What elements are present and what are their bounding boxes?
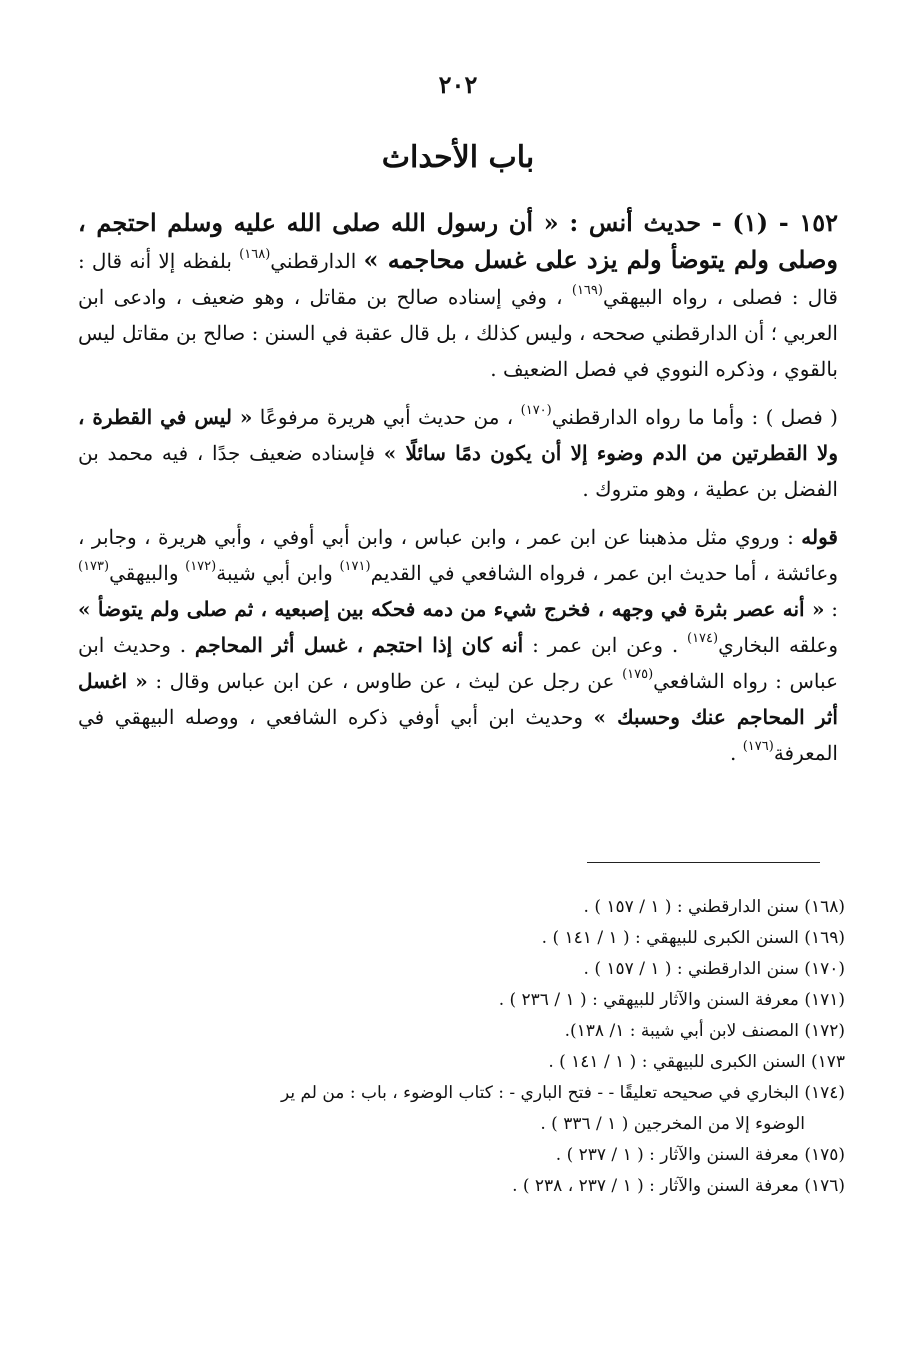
- footnote-ref[interactable]: (١٧٠): [520, 403, 552, 418]
- text-run: الدارقطني: [270, 249, 364, 273]
- paragraph-hadith-152: [78, 205, 838, 387]
- text-run: بلفظه إلا أنه قال : قال : فصلى ، رواه البيهقي: [78, 249, 838, 309]
- footnote-ref[interactable]: (١٧٦): [742, 739, 774, 754]
- text-run: ، من حديث أبي هريرة مرفوعًا: [252, 405, 521, 429]
- footnote-ref[interactable]: (١٧٢): [185, 559, 217, 574]
- quoted-hadith: أنه كان إذا احتجم ، غسل أثر المحاجم: [194, 633, 524, 657]
- paragraph-qawluhu: [78, 519, 838, 771]
- footnote-item: (١٦٩) السنن الكبرى للبيهقي : ( ١ / ١٤١ ) .: [541, 928, 845, 948]
- text-run: : وروي مثل مذهبنا عن ابن عمر ، وابن عباس ، وابن أبي أوفي ، وأبي هريرة ، وجابر ، وعائشة ، أما حديث ابن عمر ، فرواه الشافعي في القديم: [78, 525, 838, 585]
- text-run: عن رجل عن ليث ، عن طاوس ، عن ابن عباس وقال :: [147, 669, 623, 693]
- text-run: :: [824, 597, 838, 621]
- text-run: ( فصل ) : وأما ما رواه الدارقطني: [551, 405, 838, 429]
- footnote-continuation-text: الوضوء إلا من المخرجين ( ١ / ٣٣٦ ) .: [540, 1114, 805, 1134]
- text-run: ، وفي إسناده صالح بن مقاتل ، وهو ضعيف ، وادعى ابن العربي ؛ أن الدارقطني صححه ، وليس كذلك ، بل قال عقبة في السنن : صالح بن مقاتل ليس بالقوي ، وذكره النووي في فصل الضعيف .: [78, 285, 838, 381]
- page-number: ٢٠٢: [438, 70, 478, 99]
- text-run: وحديث ابن أبي أوفي ذكره الشافعي ، ووصله البيهقي في المعرفة: [78, 705, 838, 765]
- text-run: والبيهقي: [109, 561, 186, 585]
- footnote-divider: [587, 862, 820, 863]
- footnote-ref[interactable]: (١٧٥): [622, 667, 654, 682]
- quoted-hadith: « ليس في القطرة ، ولا القطرتين من الدم وضوء إلا أن يكون دمًا سائلًا »: [78, 405, 838, 465]
- footnote-item: (١٧٦) معرفة السنن والآثار : ( ١ / ٢٣٧ ، ٢٣٨ ) .: [512, 1176, 845, 1196]
- text-run: . وحديث ابن عباس : رواه الشافعي: [78, 633, 838, 693]
- hadith-heading: ١٥٢ - (١) - حديث أنس : « أن رسول الله صلى الله عليه وسلم احتجم ، وصلى ولم يتوضأ ولم يزد على غسل محاجمه »: [78, 208, 839, 274]
- footnote-item: ١٧٣) السنن الكبرى للبيهقي : ( ١ / ١٤١ ) .: [548, 1052, 845, 1072]
- footnotes: [70, 892, 845, 1202]
- footnote-item: (١٧١) معرفة السنن والآثار للبيهقي : ( ١ / ٢٣٦ ) .: [498, 990, 845, 1010]
- text-run: . وعن ابن عمر :: [523, 633, 687, 657]
- text-run: وعلقه البخاري: [718, 633, 838, 657]
- text-run: وابن أبي شيبة: [216, 561, 340, 585]
- quoted-hadith: « اغسل أثر المحاجم عنك وحسبك »: [78, 669, 838, 729]
- chapter-title: باب الأحداث: [381, 140, 535, 175]
- footnote-ref[interactable]: (١٦٨): [239, 247, 271, 262]
- footnote-ref[interactable]: (١٦٩): [571, 283, 603, 298]
- footnote-item: (١٧٢) المصنف لابن أبي شيبة : ١/ ١٣٨).: [564, 1021, 845, 1041]
- paragraph-fasl: [78, 399, 838, 507]
- footnote-item-continuation: [70, 1109, 845, 1140]
- footnote-item: (١٧٥) معرفة السنن والآثار : ( ١ / ٢٣٧ ) .: [555, 1145, 845, 1165]
- footnote-item: (١٧٤) البخاري في صحيحه تعليقًا - - فتح الباري - : كتاب الوضوء ، باب : من لم ير: [280, 1083, 845, 1103]
- text-run: فإسناده ضعيف جدًا ، فيه محمد بن الفضل بن عطية ، وهو متروك .: [78, 441, 838, 501]
- footnote-item: (١٧٠) سنن الدارقطني : ( ١ / ١٥٧ ) .: [583, 959, 845, 979]
- footnote-ref[interactable]: (١٧٤): [687, 631, 719, 646]
- footnote-ref[interactable]: (١٧٣): [78, 559, 110, 574]
- main-text: [78, 205, 838, 783]
- footnote-ref[interactable]: (١٧١): [339, 559, 371, 574]
- footnote-item: (١٦٨) سنن الدارقطني : ( ١ / ١٥٧ ) .: [583, 897, 845, 917]
- text-run: .: [729, 741, 743, 765]
- quoted-hadith: « أنه عصر بثرة في وجهه ، فخرج شيء من دمه فحكه بين إصبعيه ، ثم صلى ولم يتوضأ »: [78, 597, 825, 621]
- qawluhu-label: قوله: [801, 525, 838, 549]
